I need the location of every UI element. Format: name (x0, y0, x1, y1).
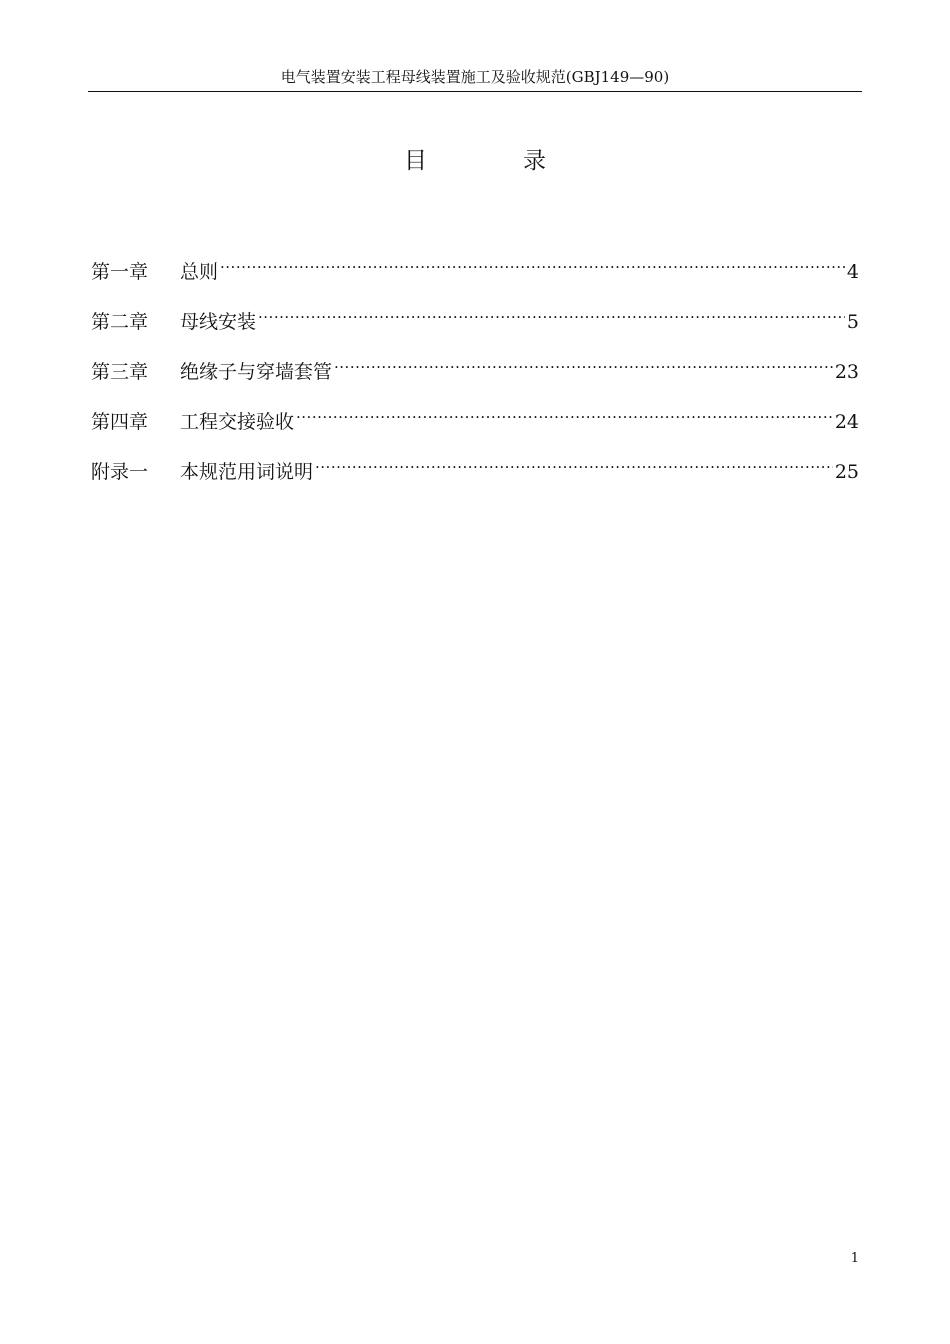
toc-leader-dots (296, 398, 833, 428)
toc-title-second-char: 录 (523, 148, 546, 174)
toc-leader-dots (220, 248, 845, 278)
table-of-contents (91, 248, 859, 498)
toc-page-number: 5 (846, 311, 859, 333)
toc-entry[interactable] (91, 398, 859, 448)
page-number: 1 (850, 1251, 859, 1266)
toc-entry-title: 工程交接验收 (180, 411, 295, 433)
toc-page-number: 23 (834, 361, 859, 383)
toc-chapter-label: 附录一 (91, 461, 149, 483)
running-header: 电气装置安装工程母线装置施工及验收规范(GBJ149—90) (280, 68, 670, 86)
toc-leader-dots (334, 348, 833, 378)
toc-page-number: 24 (834, 411, 859, 433)
toc-entry[interactable] (91, 298, 859, 348)
toc-chapter-label: 第四章 (91, 411, 149, 433)
toc-chapter-label: 第二章 (91, 311, 149, 333)
toc-entry[interactable] (91, 348, 859, 398)
toc-page-number: 4 (846, 261, 859, 283)
header-divider (88, 91, 862, 92)
toc-entry-title: 母线安装 (180, 311, 257, 333)
toc-leader-dots (258, 298, 845, 328)
toc-leader-dots (315, 448, 833, 478)
toc-title (0, 144, 950, 178)
toc-entry-title: 绝缘子与穿墙套管 (180, 361, 333, 383)
toc-chapter-label: 第三章 (91, 361, 149, 383)
toc-title-first-char: 目 (404, 148, 427, 174)
toc-chapter-label: 第一章 (91, 261, 149, 283)
toc-entry[interactable] (91, 248, 859, 298)
toc-entry[interactable] (91, 448, 859, 498)
toc-page-number: 25 (834, 461, 859, 483)
toc-entry-title: 总则 (180, 261, 219, 283)
toc-entry-title: 本规范用词说明 (180, 461, 314, 483)
